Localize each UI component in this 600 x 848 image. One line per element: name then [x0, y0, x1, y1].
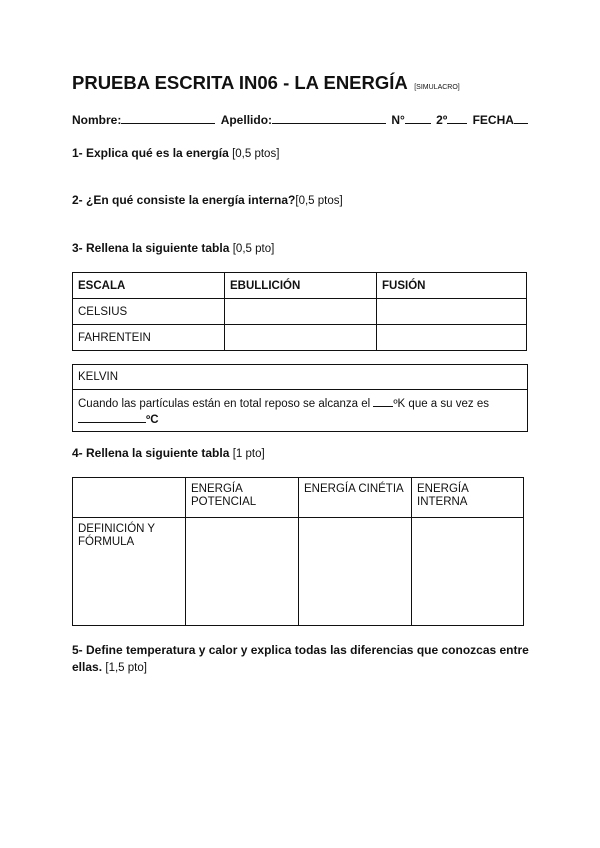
question-4-text: 4- Rellena la siguiente tabla	[72, 446, 230, 460]
question-1	[72, 146, 279, 160]
kelvin-sentence-text: Cuando las partículas están en total reposo se alcanza el	[78, 398, 371, 410]
header-empty	[73, 478, 186, 518]
table-header-row	[73, 478, 524, 518]
question-2	[72, 193, 343, 207]
question-2-points: [0,5 ptos]	[295, 195, 343, 207]
header-escala: ESCALA	[73, 273, 225, 299]
table-header-row	[73, 273, 527, 299]
question-3-text: 3- Rellena la siguiente tabla	[72, 241, 230, 255]
answer-cell[interactable]	[412, 518, 524, 626]
fecha-label: FECHA	[472, 113, 514, 127]
numero-blank[interactable]	[405, 112, 431, 124]
question-3-points: [0,5 pto]	[232, 243, 275, 255]
header-cinetica: ENERGÍA CINÉTIA	[299, 478, 412, 518]
question-5-points: [1,5 pto]	[105, 662, 147, 674]
title-main: PRUEBA ESCRITA IN06 - LA ENERGÍA	[72, 72, 408, 93]
answer-cell[interactable]	[299, 518, 412, 626]
header-fusion: FUSIÓN	[377, 273, 527, 299]
apellido-blank[interactable]	[272, 112, 386, 124]
apellido-label: Apellido:	[220, 113, 273, 127]
header-ebullicion: EBULLICIÓN	[225, 273, 377, 299]
question-1-points: [0,5 ptos]	[232, 148, 280, 160]
answer-cell[interactable]	[377, 299, 527, 325]
kelvin-k-blank[interactable]	[373, 395, 393, 407]
answer-cell[interactable]	[186, 518, 299, 626]
question-5-text: 5- Define temperatura y calor y explica todas las diferencias que conozcas entre ellas.	[72, 643, 529, 674]
curso-blank[interactable]	[447, 112, 467, 124]
table-row	[73, 518, 524, 626]
page-title	[72, 72, 460, 94]
kelvin-label: KELVIN	[73, 365, 527, 390]
temperature-scale-table	[72, 272, 527, 351]
question-5	[72, 642, 532, 677]
kelvin-unit-c: ºC	[146, 414, 159, 426]
kelvin-unit-k: ºK que a su vez es	[393, 398, 489, 410]
nombre-blank[interactable]	[121, 112, 215, 124]
curso-label: 2º	[436, 113, 448, 127]
scale-cell: CELSIUS	[73, 299, 225, 325]
table-row	[73, 325, 527, 351]
scale-cell: FAHRENTEIN	[73, 325, 225, 351]
question-1-text: 1- Explica qué es la energía	[72, 146, 229, 160]
numero-label: N°	[391, 113, 405, 127]
header-potencial: ENERGÍA POTENCIAL	[186, 478, 299, 518]
kelvin-sentence	[73, 390, 527, 431]
question-4-points: [1 pto]	[232, 448, 265, 460]
kelvin-c-blank[interactable]	[78, 411, 146, 423]
fecha-blank[interactable]	[514, 112, 528, 124]
header-interna: ENERGÍA INTERNA	[412, 478, 524, 518]
energy-table	[72, 477, 524, 626]
title-tag: [SIMULACRO]	[414, 84, 460, 91]
table-row	[73, 299, 527, 325]
student-info-line	[72, 112, 528, 127]
answer-cell[interactable]	[225, 299, 377, 325]
kelvin-box	[72, 364, 528, 432]
question-3	[72, 241, 274, 255]
question-2-text: 2- ¿En qué consiste la energía interna?	[72, 193, 296, 207]
row-label-definicion: DEFINICIÓN Y FÓRMULA	[73, 518, 186, 626]
question-4	[72, 446, 265, 460]
answer-cell[interactable]	[225, 325, 377, 351]
answer-cell[interactable]	[377, 325, 527, 351]
nombre-label: Nombre:	[72, 113, 122, 127]
